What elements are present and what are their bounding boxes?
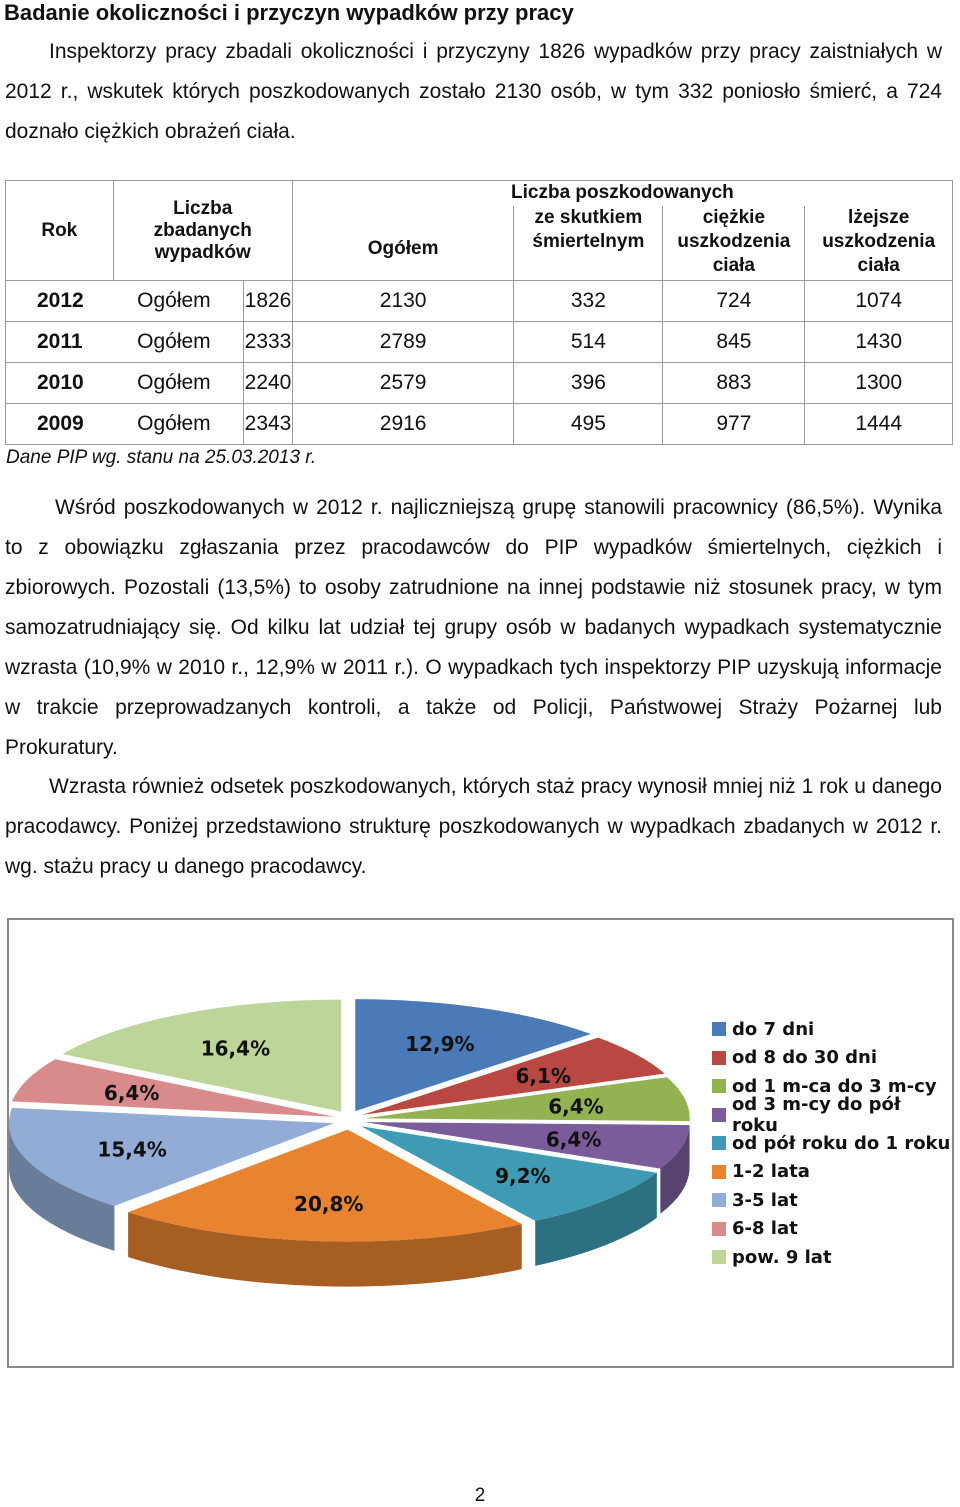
- intro-text: Inspektorzy pracy zbadali okoliczności i przyczyny 1826 wypadków przy pracy zaistniałych w 2012 r., wskutek których poszkodowanych zostało 2130 osób, w tym 332 poniosło śmierć, a 724 doznało ciężkich obrażeń ciała.: [5, 40, 942, 143]
- legend-label: od 8 do 30 dni: [732, 1047, 878, 1069]
- row-label: Ogółem: [113, 404, 244, 445]
- section-heading: Badanie okoliczności i przyczyn wypadków przy pracy: [4, 0, 574, 25]
- row-minor: 1300: [805, 363, 953, 404]
- header-fatal: ze skutkiem śmiertelnym: [514, 206, 663, 281]
- pie-data-label: 20,8%: [294, 1192, 364, 1217]
- row-serious: 724: [663, 281, 805, 322]
- employees-text: Wśród poszkodowanych w 2012 r. najliczniejszą grupę stanowili pracownicy (86,5%). Wynika to z obowiązku zgłaszania przez pracodawców do PIP wypadków śmiertelnych, ciężkich i zbiorowych. Pozostali (13,5%) to osoby zatrudnione na innej podstawie niż stosunek pracy, w tym samozatrudniający się. Od kilku lat udział tej grupy osób w badanych wypadkach systematycznie wzrasta (10,9% w 2010 r., 12,9% w 2011 r.). O wypadkach tych inspektorzy PIP uzyskują informacje w trakcie przeprowadzanych kontroli, a także od Policji, Państwowej Straży Pożarnej lub Prokuratury.: [5, 496, 942, 759]
- row-label: Ogółem: [113, 322, 244, 363]
- pie-data-label: 6,1%: [515, 1064, 571, 1089]
- row-year: 2011: [6, 322, 114, 363]
- legend-swatch: [712, 1022, 726, 1036]
- legend-label: od 3 m-cy do pół roku: [731, 1093, 901, 1136]
- table-row: [6, 363, 953, 404]
- legend-swatch: [712, 1222, 726, 1236]
- row-accidents: 2343: [244, 404, 293, 445]
- legend-label: pow. 9 lat: [732, 1246, 832, 1268]
- row-minor: 1444: [805, 404, 953, 445]
- table-source-note: Dane PIP wg. stanu na 25.03.2013 r.: [6, 447, 317, 468]
- row-serious: 883: [663, 363, 805, 404]
- table-row: [6, 322, 953, 363]
- row-label: Ogółem: [113, 363, 244, 404]
- row-minor: 1430: [805, 322, 953, 363]
- legend-swatch: [712, 1108, 726, 1122]
- employees-paragraph: [5, 488, 942, 768]
- row-year: 2010: [6, 363, 114, 404]
- pie-data-label: 12,9%: [405, 1032, 475, 1057]
- seniority-text: Wzrasta również odsetek poszkodowanych, których staż pracy wynosił mniej niż 1 rok u danego pracodawcy. Poniżej przedstawiono strukturę poszkodowanych w wypadkach zbadanych w 2012 r. wg. stażu pracy u danego pracodawcy.: [5, 775, 942, 878]
- legend-label: 6-8 lat: [732, 1218, 798, 1240]
- legend-swatch: [712, 1051, 726, 1065]
- header-year: Rok: [6, 181, 114, 281]
- table-row: [6, 404, 953, 445]
- legend-label: 1-2 lata: [732, 1161, 810, 1183]
- chart-legend: [712, 1015, 952, 1272]
- row-accidents: 2240: [244, 363, 293, 404]
- row-total: 2130: [292, 281, 514, 322]
- header-total: Ogółem: [292, 206, 514, 281]
- legend-item: [712, 1093, 952, 1136]
- legend-item: [712, 1044, 952, 1073]
- row-total: 2789: [292, 322, 514, 363]
- legend-swatch: [712, 1165, 726, 1179]
- legend-swatch: [712, 1136, 726, 1150]
- seniority-pie-chart: [7, 918, 954, 1368]
- legend-item: [712, 1186, 952, 1215]
- intro-paragraph: [5, 32, 942, 152]
- row-minor: 1074: [805, 281, 953, 322]
- row-fatal: 396: [514, 363, 663, 404]
- pie-data-label: 16,4%: [200, 1036, 271, 1061]
- pie-data-label: 6,4%: [545, 1127, 602, 1152]
- row-serious: 845: [663, 322, 805, 363]
- legend-item: [712, 1215, 952, 1244]
- legend-swatch: [712, 1193, 726, 1207]
- pie-data-label: 6,4%: [103, 1081, 160, 1106]
- row-year: 2012: [6, 281, 114, 322]
- legend-item: [712, 1129, 952, 1158]
- legend-item: [712, 1158, 952, 1187]
- header-injured-group: Liczba poszkodowanych: [292, 181, 952, 206]
- header-serious: ciężkie uszkodzenia ciała: [663, 206, 805, 281]
- pie-data-label: 6,4%: [548, 1094, 604, 1119]
- row-accidents: 1826: [244, 281, 293, 322]
- legend-swatch: [712, 1250, 726, 1264]
- pie-data-label: 15,4%: [97, 1137, 167, 1162]
- accidents-table: [5, 180, 953, 445]
- legend-item: [712, 1015, 952, 1044]
- pie-data-label: 9,2%: [495, 1163, 551, 1188]
- row-serious: 977: [663, 404, 805, 445]
- seniority-paragraph: [5, 767, 942, 887]
- header-investigated: Liczba zbadanych wypadków: [113, 181, 292, 281]
- row-accidents: 2333: [244, 322, 293, 363]
- row-label: Ogółem: [113, 281, 244, 322]
- page-number: 2: [474, 1485, 486, 1506]
- legend-label: od 1 m-ca do 3 m-cy: [732, 1075, 937, 1097]
- legend-label: od pół roku do 1 roku: [732, 1132, 951, 1154]
- row-fatal: 332: [514, 281, 663, 322]
- row-year: 2009: [6, 404, 114, 445]
- legend-swatch: [712, 1079, 726, 1093]
- row-fatal: 514: [514, 322, 663, 363]
- header-minor: lżejsze uszkodzenia ciała: [805, 206, 953, 281]
- row-total: 2916: [292, 404, 514, 445]
- legend-label: 3-5 lat: [732, 1189, 798, 1211]
- legend-label: do 7 dni: [732, 1018, 815, 1040]
- row-total: 2579: [292, 363, 514, 404]
- row-fatal: 495: [514, 404, 663, 445]
- table-row: [6, 281, 953, 322]
- legend-item: [712, 1243, 952, 1272]
